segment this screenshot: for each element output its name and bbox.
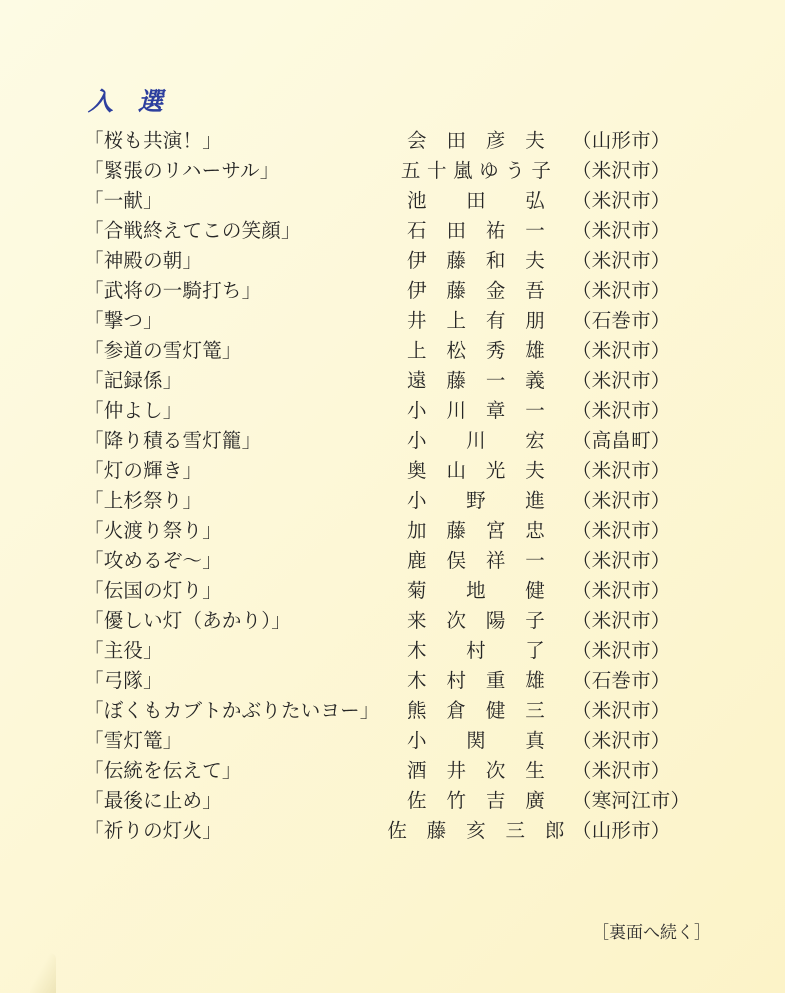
list-item — [84, 126, 704, 156]
entry-place: （米沢市） — [572, 639, 671, 662]
entry-title: 「攻めるぞ〜」 — [84, 549, 222, 572]
entry-title: 「灯の輝き」 — [84, 459, 203, 482]
list-item — [84, 576, 704, 606]
entry-title: 「撃つ」 — [84, 309, 163, 332]
entry-name: 井 上 有 朋 — [407, 309, 545, 332]
list-item — [84, 216, 704, 246]
entry-title: 「伝国の灯り」 — [84, 579, 222, 602]
entry-place: （米沢市） — [572, 729, 671, 752]
entry-title: 「ぼくもカブトかぶりたいヨー」 — [84, 699, 380, 722]
entry-place: （米沢市） — [572, 279, 671, 302]
list-item — [84, 756, 704, 786]
entry-name: 加 藤 宮 忠 — [407, 519, 545, 542]
entry-place: （米沢市） — [572, 519, 671, 542]
entry-title: 「緊張のリハーサル」 — [84, 159, 280, 182]
list-item — [84, 516, 704, 546]
entry-title: 「合戦終えてこの笑顔」 — [84, 219, 301, 242]
list-item — [84, 546, 704, 576]
entry-place: （米沢市） — [572, 579, 671, 602]
entry-name: 木 村 重 雄 — [407, 669, 545, 692]
entry-place: （米沢市） — [572, 159, 671, 182]
entry-name: 上 松 秀 雄 — [407, 339, 545, 362]
list-item — [84, 186, 704, 216]
entry-name: 小 野 進 — [407, 489, 545, 512]
entry-place: （石巻市） — [572, 309, 671, 332]
page-title: 入 選 — [88, 87, 171, 116]
entry-place: （寒河江市） — [572, 789, 691, 812]
entry-name: 菊 地 健 — [407, 579, 545, 602]
entry-title: 「弓隊」 — [84, 669, 163, 692]
entry-title: 「優しい灯（あかり）」 — [84, 609, 291, 632]
entry-title: 「祈りの灯火」 — [84, 819, 222, 842]
list-item — [84, 306, 704, 336]
entry-name: 池 田 弘 — [407, 189, 545, 212]
entry-name: 木 村 了 — [407, 639, 545, 662]
entry-title: 「仲よし」 — [84, 399, 183, 422]
list-item — [84, 246, 704, 276]
entry-place: （米沢市） — [572, 189, 671, 212]
entry-place: （米沢市） — [572, 699, 671, 722]
entry-name: 酒 井 次 生 — [407, 759, 545, 782]
entry-name: 伊 藤 金 吾 — [407, 279, 545, 302]
entry-name: 小 関 真 — [407, 729, 545, 752]
entry-place: （石巻市） — [572, 669, 671, 692]
list-item — [84, 786, 704, 816]
entry-title: 「伝統を伝えて」 — [84, 759, 242, 782]
entry-name: 石 田 祐 一 — [407, 219, 545, 242]
continued-note: ［裏面へ続く］ — [592, 923, 711, 943]
list-item — [84, 696, 704, 726]
entry-name: 小 川 宏 — [407, 429, 545, 452]
list-item — [84, 726, 704, 756]
entry-place: （米沢市） — [572, 759, 671, 782]
entry-name: 会 田 彦 夫 — [407, 129, 545, 152]
entry-title: 「一献」 — [84, 189, 163, 212]
entry-place: （米沢市） — [572, 249, 671, 272]
list-item — [84, 156, 704, 186]
list-item — [84, 606, 704, 636]
list-item — [84, 336, 704, 366]
entry-name: 佐 竹 吉 廣 — [407, 789, 545, 812]
entry-place: （米沢市） — [572, 369, 671, 392]
entry-place: （米沢市） — [572, 219, 671, 242]
list-item — [84, 456, 704, 486]
entry-name: 来 次 陽 子 — [407, 609, 545, 632]
entry-title: 「武将の一騎打ち」 — [84, 279, 262, 302]
list-item — [84, 366, 704, 396]
list-item — [84, 486, 704, 516]
entry-name: 五 十 嵐 ゆ う 子 — [400, 159, 552, 182]
entry-name: 奥 山 光 夫 — [407, 459, 545, 482]
entry-name: 鹿 俣 祥 一 — [407, 549, 545, 572]
entry-place: （山形市） — [572, 129, 671, 152]
entry-title: 「雪灯篭」 — [84, 729, 183, 752]
entry-title: 「火渡り祭り」 — [84, 519, 222, 542]
entry-title: 「降り積る雪灯籠」 — [84, 429, 262, 452]
entry-place: （米沢市） — [572, 609, 671, 632]
list-item — [84, 636, 704, 666]
entry-place: （米沢市） — [572, 399, 671, 422]
entry-title: 「最後に止め」 — [84, 789, 222, 812]
entry-title: 「桜も共演！」 — [84, 129, 222, 152]
entry-place: （米沢市） — [572, 549, 671, 572]
list-item — [84, 426, 704, 456]
entry-place: （米沢市） — [572, 339, 671, 362]
entry-name: 熊 倉 健 三 — [407, 699, 545, 722]
entry-title: 「神殿の朝」 — [84, 249, 203, 272]
entry-place: （山形市） — [572, 819, 671, 842]
list-item — [84, 816, 704, 846]
page-corner-fold — [30, 953, 56, 993]
entry-name: 遠 藤 一 義 — [407, 369, 545, 392]
entry-place: （高畠町） — [572, 429, 671, 452]
entry-name: 佐 藤 亥 三 郎 — [387, 819, 565, 842]
entry-name: 伊 藤 和 夫 — [407, 249, 545, 272]
entry-title: 「上杉祭り」 — [84, 489, 203, 512]
entry-place: （米沢市） — [572, 459, 671, 482]
list-item — [84, 276, 704, 306]
award-entry-list — [84, 126, 704, 846]
entry-title: 「参道の雪灯篭」 — [84, 339, 242, 362]
list-item — [84, 396, 704, 426]
entry-title: 「記録係」 — [84, 369, 183, 392]
entry-name: 小 川 章 一 — [407, 399, 545, 422]
entry-title: 「主役」 — [84, 639, 163, 662]
list-item — [84, 666, 704, 696]
entry-place: （米沢市） — [572, 489, 671, 512]
